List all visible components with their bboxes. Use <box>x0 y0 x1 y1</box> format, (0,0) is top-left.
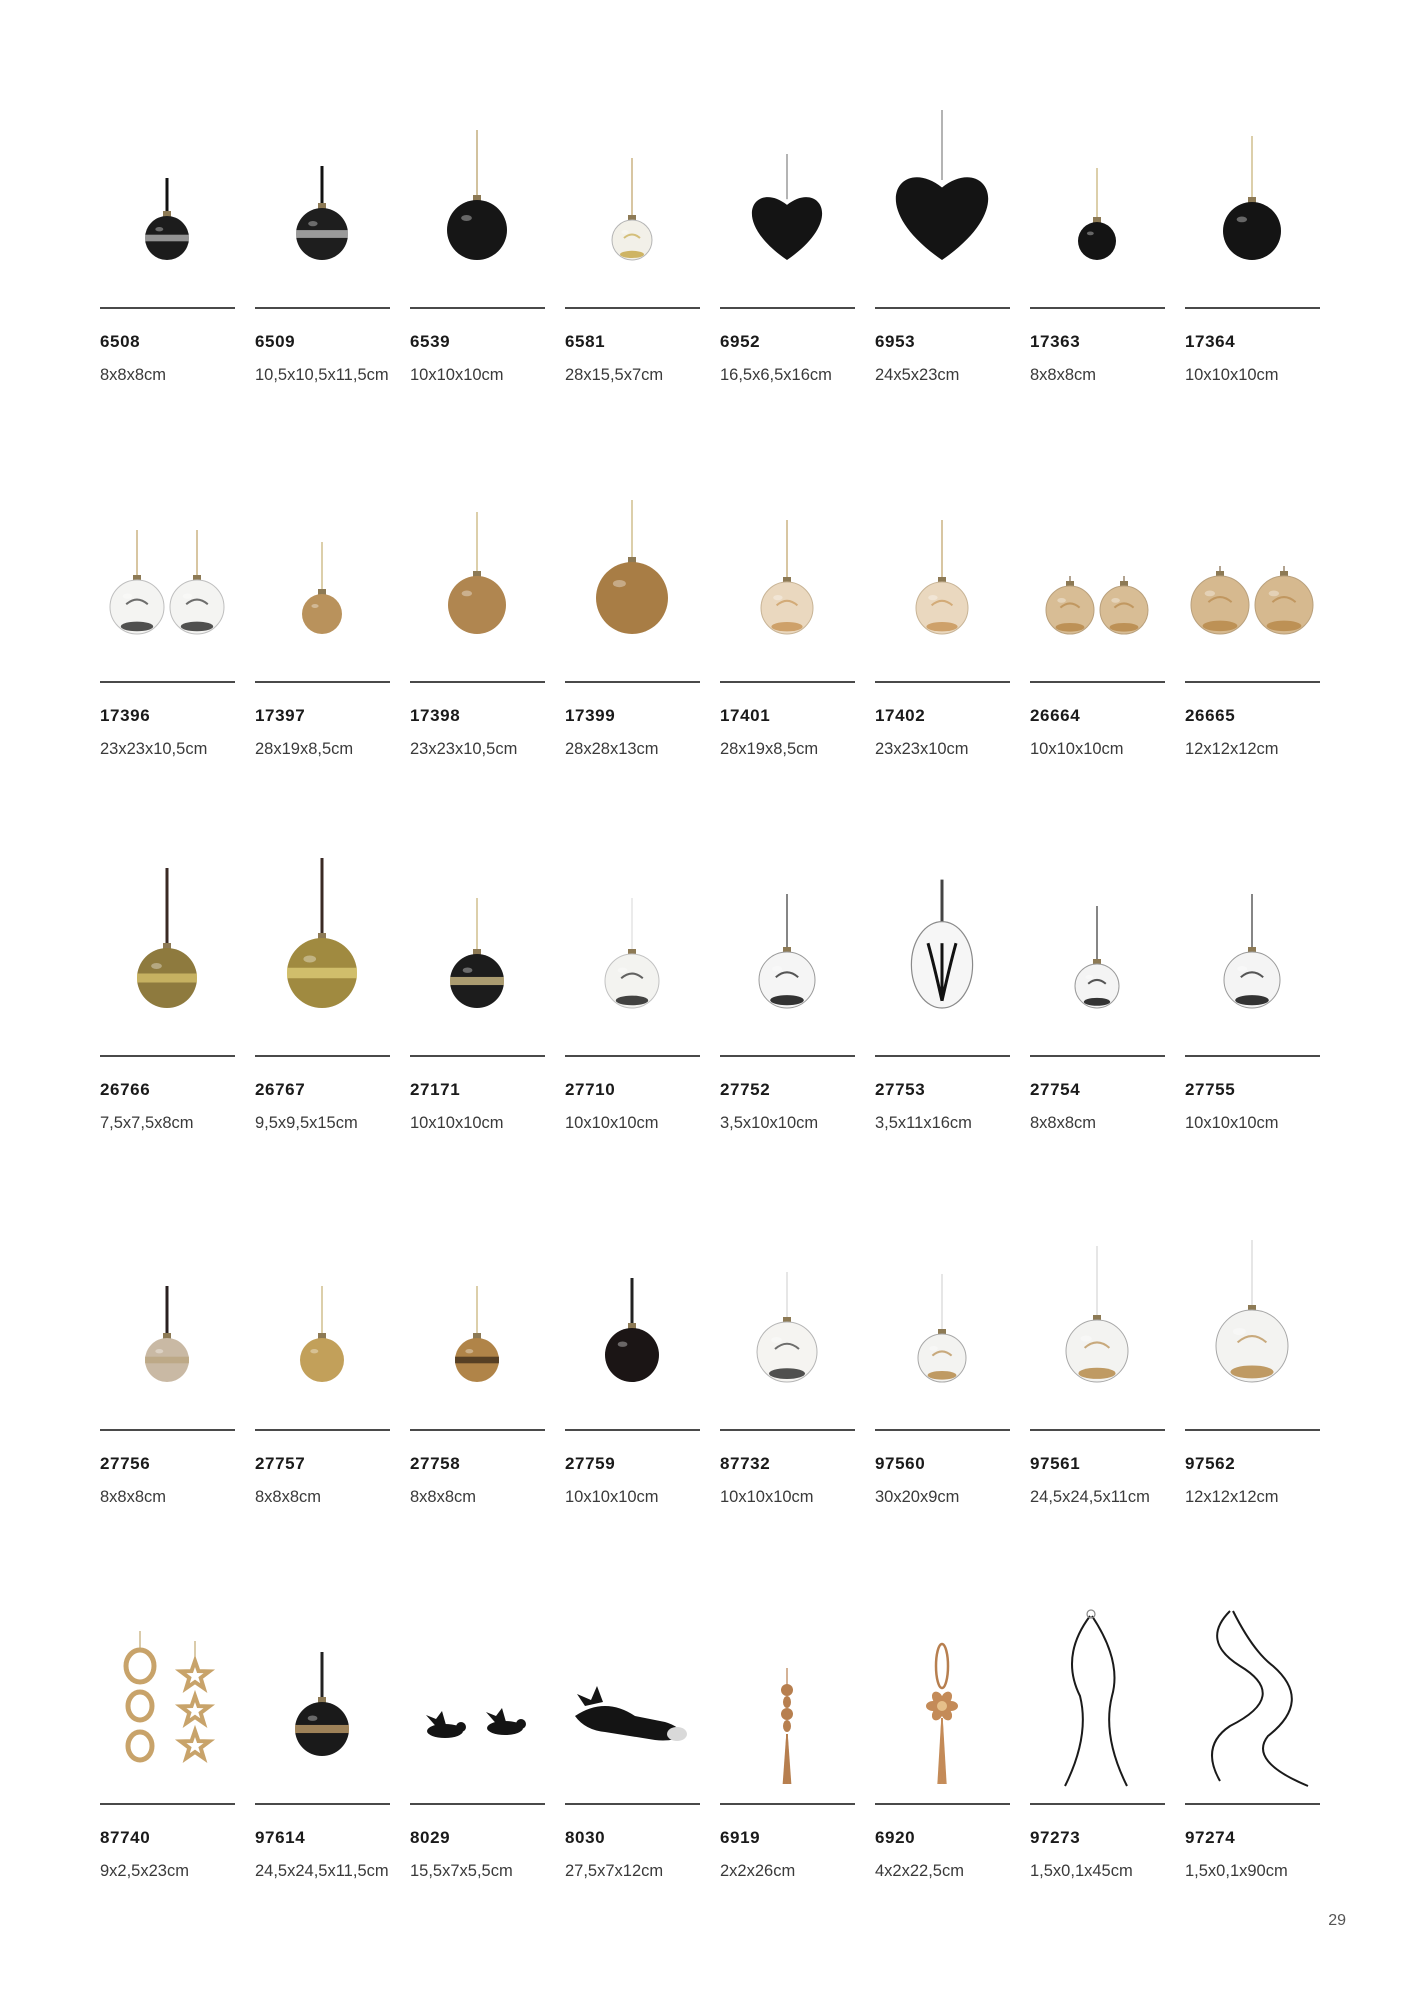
product-dimensions: 4x2x22,5cm <box>875 1862 964 1880</box>
product-image <box>410 110 545 305</box>
gold-crackle-ball-ornament-icon <box>410 1232 545 1427</box>
product-item <box>255 110 390 484</box>
divider <box>875 1429 1010 1431</box>
product-item <box>565 110 700 484</box>
product-dimensions: 10x10x10cm <box>720 1488 814 1506</box>
product-image <box>1185 1606 1320 1801</box>
product-code: 27752 <box>720 1080 771 1099</box>
product-code: 17399 <box>565 706 616 725</box>
product-image <box>565 1232 700 1427</box>
product-dimensions: 8x8x8cm <box>100 366 167 384</box>
product-item <box>565 858 700 1232</box>
white-text-ball-pair-ornament-icon <box>100 484 235 679</box>
product-dimensions: 8x8x8cm <box>255 1488 322 1506</box>
gold-marble-ball-pair-large-ornament-icon <box>1185 484 1320 679</box>
black-fur-heart-large-ornament-icon <box>875 110 1010 305</box>
product-code: 26766 <box>100 1080 151 1099</box>
product-image <box>720 858 855 1053</box>
divider <box>100 1055 235 1057</box>
product-code: 6508 <box>100 332 141 351</box>
black-glitter-ball-ornament-icon <box>100 110 235 305</box>
product-dimensions: 24,5x24,5x11cm <box>1030 1488 1150 1506</box>
product-code: 17396 <box>100 706 151 725</box>
divider <box>100 1429 235 1431</box>
black-ball-ornament-icon <box>410 110 545 305</box>
product-image <box>255 1606 390 1801</box>
divider <box>410 307 545 309</box>
product-code: 17401 <box>720 706 771 725</box>
product-code: 6509 <box>255 332 296 351</box>
product-code: 6539 <box>410 332 451 351</box>
black-bead-wire-garland-icon <box>1030 1606 1165 1801</box>
product-image <box>1185 1232 1320 1427</box>
product-dimensions: 9x2,5x23cm <box>100 1862 189 1880</box>
product-row <box>100 484 1320 858</box>
product-image <box>565 1606 700 1801</box>
product-code: 27710 <box>565 1080 616 1099</box>
product-dimensions: 7,5x7,5x8cm <box>100 1114 194 1132</box>
product-item <box>875 1606 1010 1980</box>
white-gold-marble-ball-ornament-icon <box>875 484 1010 679</box>
divider <box>720 681 855 683</box>
product-image <box>255 858 390 1053</box>
product-code: 6953 <box>875 332 916 351</box>
clear-ball-black-grass-ornament-icon <box>720 858 855 1053</box>
product-dimensions: 30x20x9cm <box>875 1488 960 1506</box>
product-image <box>100 110 235 305</box>
product-item <box>1185 484 1320 858</box>
product-item <box>1185 1232 1320 1606</box>
product-image <box>100 1232 235 1427</box>
product-item <box>1185 858 1320 1232</box>
product-item <box>100 484 235 858</box>
product-image <box>410 1606 545 1801</box>
antique-gold-ball-ornament-icon <box>100 858 235 1053</box>
product-image <box>100 1606 235 1801</box>
divider <box>875 681 1010 683</box>
black-bead-ball-ornament-icon <box>1185 110 1320 305</box>
clear-ball-feather-ornament-icon <box>1185 858 1320 1053</box>
gold-sequin-ball-small-ornament-icon <box>255 484 390 679</box>
product-grid <box>100 110 1320 1980</box>
product-code: 97560 <box>875 1454 926 1473</box>
product-dimensions: 24,5x24,5x11,5cm <box>255 1862 389 1880</box>
product-dimensions: 15,5x7x5,5cm <box>410 1862 513 1880</box>
product-code: 8029 <box>410 1828 451 1847</box>
product-image <box>255 1232 390 1427</box>
product-code: 26767 <box>255 1080 306 1099</box>
product-item <box>255 484 390 858</box>
product-code: 17364 <box>1185 332 1236 351</box>
product-image <box>410 484 545 679</box>
product-code: 87740 <box>100 1828 151 1847</box>
product-dimensions: 28x19x8,5cm <box>255 740 354 758</box>
product-item <box>255 1232 390 1606</box>
product-code: 17398 <box>410 706 461 725</box>
product-dimensions: 8x8x8cm <box>410 1488 477 1506</box>
divider <box>410 1055 545 1057</box>
product-code: 27171 <box>410 1080 461 1099</box>
product-item <box>100 110 235 484</box>
product-item <box>565 1232 700 1606</box>
black-bead-ball-small-ornament-icon <box>1030 110 1165 305</box>
product-dimensions: 1,5x0,1x45cm <box>1030 1862 1133 1880</box>
black-glossy-ball-ornament-icon <box>565 1232 700 1427</box>
product-image <box>565 858 700 1053</box>
divider <box>565 307 700 309</box>
product-item <box>255 858 390 1232</box>
product-image <box>1185 110 1320 305</box>
black-gold-confetti-ball-ornament-icon <box>410 858 545 1053</box>
product-item <box>1185 1606 1320 1980</box>
black-fur-heart-ornament-icon <box>720 110 855 305</box>
black-gold-striped-ball-ornament-icon <box>255 1606 390 1801</box>
divider <box>255 307 390 309</box>
product-image <box>875 1232 1010 1427</box>
divider <box>1030 681 1165 683</box>
product-dimensions: 24x5x23cm <box>875 366 960 384</box>
white-gold-marble-ball-ornament-icon <box>720 484 855 679</box>
divider <box>565 1055 700 1057</box>
product-item <box>1030 1606 1165 1980</box>
divider <box>255 681 390 683</box>
product-image <box>720 110 855 305</box>
product-row <box>100 858 1320 1232</box>
product-item <box>875 484 1010 858</box>
white-striped-ball-ornament-icon <box>720 1232 855 1427</box>
product-item <box>410 1232 545 1606</box>
smoke-glass-ball-ornament-icon <box>100 1232 235 1427</box>
product-code: 27759 <box>565 1454 616 1473</box>
product-image <box>720 1606 855 1801</box>
divider <box>1030 307 1165 309</box>
product-item <box>1185 110 1320 484</box>
product-item <box>100 858 235 1232</box>
product-item <box>720 1232 855 1606</box>
clear-ball-heart-ornament-icon <box>565 110 700 305</box>
product-code: 97274 <box>1185 1828 1236 1847</box>
divider <box>255 1429 390 1431</box>
product-code: 27758 <box>410 1454 461 1473</box>
product-image <box>720 484 855 679</box>
product-dimensions: 10x10x10cm <box>565 1488 659 1506</box>
page-number: 29 <box>1328 1912 1346 1929</box>
product-image <box>1030 858 1165 1053</box>
product-item <box>410 1606 545 1980</box>
divider <box>875 1803 1010 1805</box>
divider <box>720 1055 855 1057</box>
divider <box>1030 1429 1165 1431</box>
product-row <box>100 110 1320 484</box>
gold-ring-and-star-garland-ornament-icon <box>100 1606 235 1801</box>
product-item <box>1030 110 1165 484</box>
clear-ball-gold-glitter-large-ornament-icon <box>1185 1232 1320 1427</box>
product-row <box>100 1606 1320 1980</box>
product-code: 27757 <box>255 1454 306 1473</box>
product-item <box>720 858 855 1232</box>
product-code: 6919 <box>720 1828 761 1847</box>
product-image <box>1030 1606 1165 1801</box>
product-image <box>410 858 545 1053</box>
product-dimensions: 10x10x10cm <box>1185 1114 1279 1132</box>
divider <box>255 1055 390 1057</box>
product-dimensions: 16,5x6,5x16cm <box>720 366 832 384</box>
divider <box>875 307 1010 309</box>
product-dimensions: 10x10x10cm <box>410 1114 504 1132</box>
product-image <box>255 484 390 679</box>
gold-marble-ball-pair-ornament-icon <box>1030 484 1165 679</box>
product-item <box>1030 484 1165 858</box>
divider <box>410 1429 545 1431</box>
product-item <box>1030 858 1165 1232</box>
product-item <box>1030 1232 1165 1606</box>
product-code: 17363 <box>1030 332 1081 351</box>
divider <box>1185 1055 1320 1057</box>
product-dimensions: 1,5x0,1x90cm <box>1185 1862 1288 1880</box>
divider <box>1030 1803 1165 1805</box>
divider <box>100 1803 235 1805</box>
product-code: 6952 <box>720 332 761 351</box>
black-bead-wire-garland-long-icon <box>1185 1606 1320 1801</box>
product-item <box>410 484 545 858</box>
product-item <box>565 1606 700 1980</box>
gold-sequin-ball-ornament-icon <box>410 484 545 679</box>
product-dimensions: 28x28x13cm <box>565 740 659 758</box>
divider <box>720 307 855 309</box>
product-image <box>1185 484 1320 679</box>
product-item <box>255 1606 390 1980</box>
product-item <box>410 110 545 484</box>
product-dimensions: 8x8x8cm <box>1030 366 1097 384</box>
product-item <box>875 858 1010 1232</box>
product-dimensions: 28x19x8,5cm <box>720 740 819 758</box>
divider <box>410 1803 545 1805</box>
product-image <box>875 1606 1010 1801</box>
product-code: 87732 <box>720 1454 771 1473</box>
black-feather-bird-ornament-icon <box>565 1606 700 1801</box>
divider <box>720 1803 855 1805</box>
product-image <box>1030 110 1165 305</box>
product-item <box>565 484 700 858</box>
product-code: 27755 <box>1185 1080 1236 1099</box>
divider <box>100 681 235 683</box>
product-code: 27753 <box>875 1080 926 1099</box>
product-code: 6920 <box>875 1828 916 1847</box>
copper-flower-tassel-ornament-icon <box>875 1606 1010 1801</box>
product-row <box>100 1232 1320 1606</box>
divider <box>255 1803 390 1805</box>
divider <box>1185 1429 1320 1431</box>
product-code: 17402 <box>875 706 926 725</box>
product-image <box>410 1232 545 1427</box>
product-item <box>875 110 1010 484</box>
product-dimensions: 8x8x8cm <box>100 1488 167 1506</box>
divider <box>1185 681 1320 683</box>
product-code: 97562 <box>1185 1454 1236 1473</box>
clear-ball-gold-glitter-ornament-icon <box>1030 1232 1165 1427</box>
product-dimensions: 10x10x10cm <box>410 366 504 384</box>
divider <box>565 1429 700 1431</box>
product-image <box>255 110 390 305</box>
divider <box>565 681 700 683</box>
divider <box>565 1803 700 1805</box>
product-dimensions: 23x23x10cm <box>875 740 969 758</box>
divider <box>410 681 545 683</box>
product-dimensions: 23x23x10,5cm <box>100 740 208 758</box>
divider <box>1030 1055 1165 1057</box>
clear-ball-gold-glitter-small-ornament-icon <box>875 1232 1010 1427</box>
product-code: 97614 <box>255 1828 306 1847</box>
product-dimensions: 2x2x26cm <box>720 1862 796 1880</box>
product-dimensions: 8x8x8cm <box>1030 1114 1097 1132</box>
product-image <box>565 484 700 679</box>
product-item <box>100 1232 235 1606</box>
gold-sequin-ball-large-ornament-icon <box>565 484 700 679</box>
product-item <box>720 484 855 858</box>
product-image <box>875 484 1010 679</box>
product-image <box>875 858 1010 1053</box>
white-leaf-ball-ornament-icon <box>565 858 700 1053</box>
product-image <box>1185 858 1320 1053</box>
black-silver-band-ball-ornament-icon <box>255 110 390 305</box>
product-dimensions: 12x12x12cm <box>1185 740 1279 758</box>
product-image <box>100 858 235 1053</box>
product-dimensions: 12x12x12cm <box>1185 1488 1279 1506</box>
antique-gold-ball-large-ornament-icon <box>255 858 390 1053</box>
product-image <box>720 1232 855 1427</box>
product-code: 97561 <box>1030 1454 1081 1473</box>
clear-disc-black-grass-ornament-icon <box>875 858 1010 1053</box>
product-item <box>720 110 855 484</box>
divider <box>875 1055 1010 1057</box>
product-code: 97273 <box>1030 1828 1081 1847</box>
product-image <box>565 110 700 305</box>
product-image <box>1030 1232 1165 1427</box>
divider <box>100 307 235 309</box>
product-image <box>100 484 235 679</box>
divider <box>1185 307 1320 309</box>
product-dimensions: 27,5x7x12cm <box>565 1862 664 1880</box>
black-feather-bird-pair-ornament-icon <box>410 1606 545 1801</box>
product-dimensions: 3,5x10x10cm <box>720 1114 819 1132</box>
clear-ball-feather-small-ornament-icon <box>1030 858 1165 1053</box>
product-dimensions: 10x10x10cm <box>565 1114 659 1132</box>
divider <box>1185 1803 1320 1805</box>
product-code: 6581 <box>565 332 606 351</box>
product-item <box>720 1606 855 1980</box>
product-dimensions: 3,5x11x16cm <box>875 1114 972 1132</box>
copper-bead-tassel-ornament-icon <box>720 1606 855 1801</box>
product-dimensions: 23x23x10,5cm <box>410 740 518 758</box>
product-dimensions: 28x15,5x7cm <box>565 366 664 384</box>
product-item <box>875 1232 1010 1606</box>
product-item <box>410 858 545 1232</box>
product-dimensions: 10x10x10cm <box>1030 740 1124 758</box>
gold-ball-small-ornament-icon <box>255 1232 390 1427</box>
product-code: 17397 <box>255 706 306 725</box>
product-dimensions: 10x10x10cm <box>1185 366 1279 384</box>
product-code: 27754 <box>1030 1080 1081 1099</box>
product-dimensions: 10,5x10,5x11,5cm <box>255 366 389 384</box>
product-code: 8030 <box>565 1828 606 1847</box>
product-code: 26664 <box>1030 706 1081 725</box>
product-code: 26665 <box>1185 706 1236 725</box>
divider <box>720 1429 855 1431</box>
product-image <box>1030 484 1165 679</box>
product-code: 27756 <box>100 1454 151 1473</box>
product-dimensions: 9,5x9,5x15cm <box>255 1114 358 1132</box>
product-image <box>875 110 1010 305</box>
product-item <box>100 1606 235 1980</box>
